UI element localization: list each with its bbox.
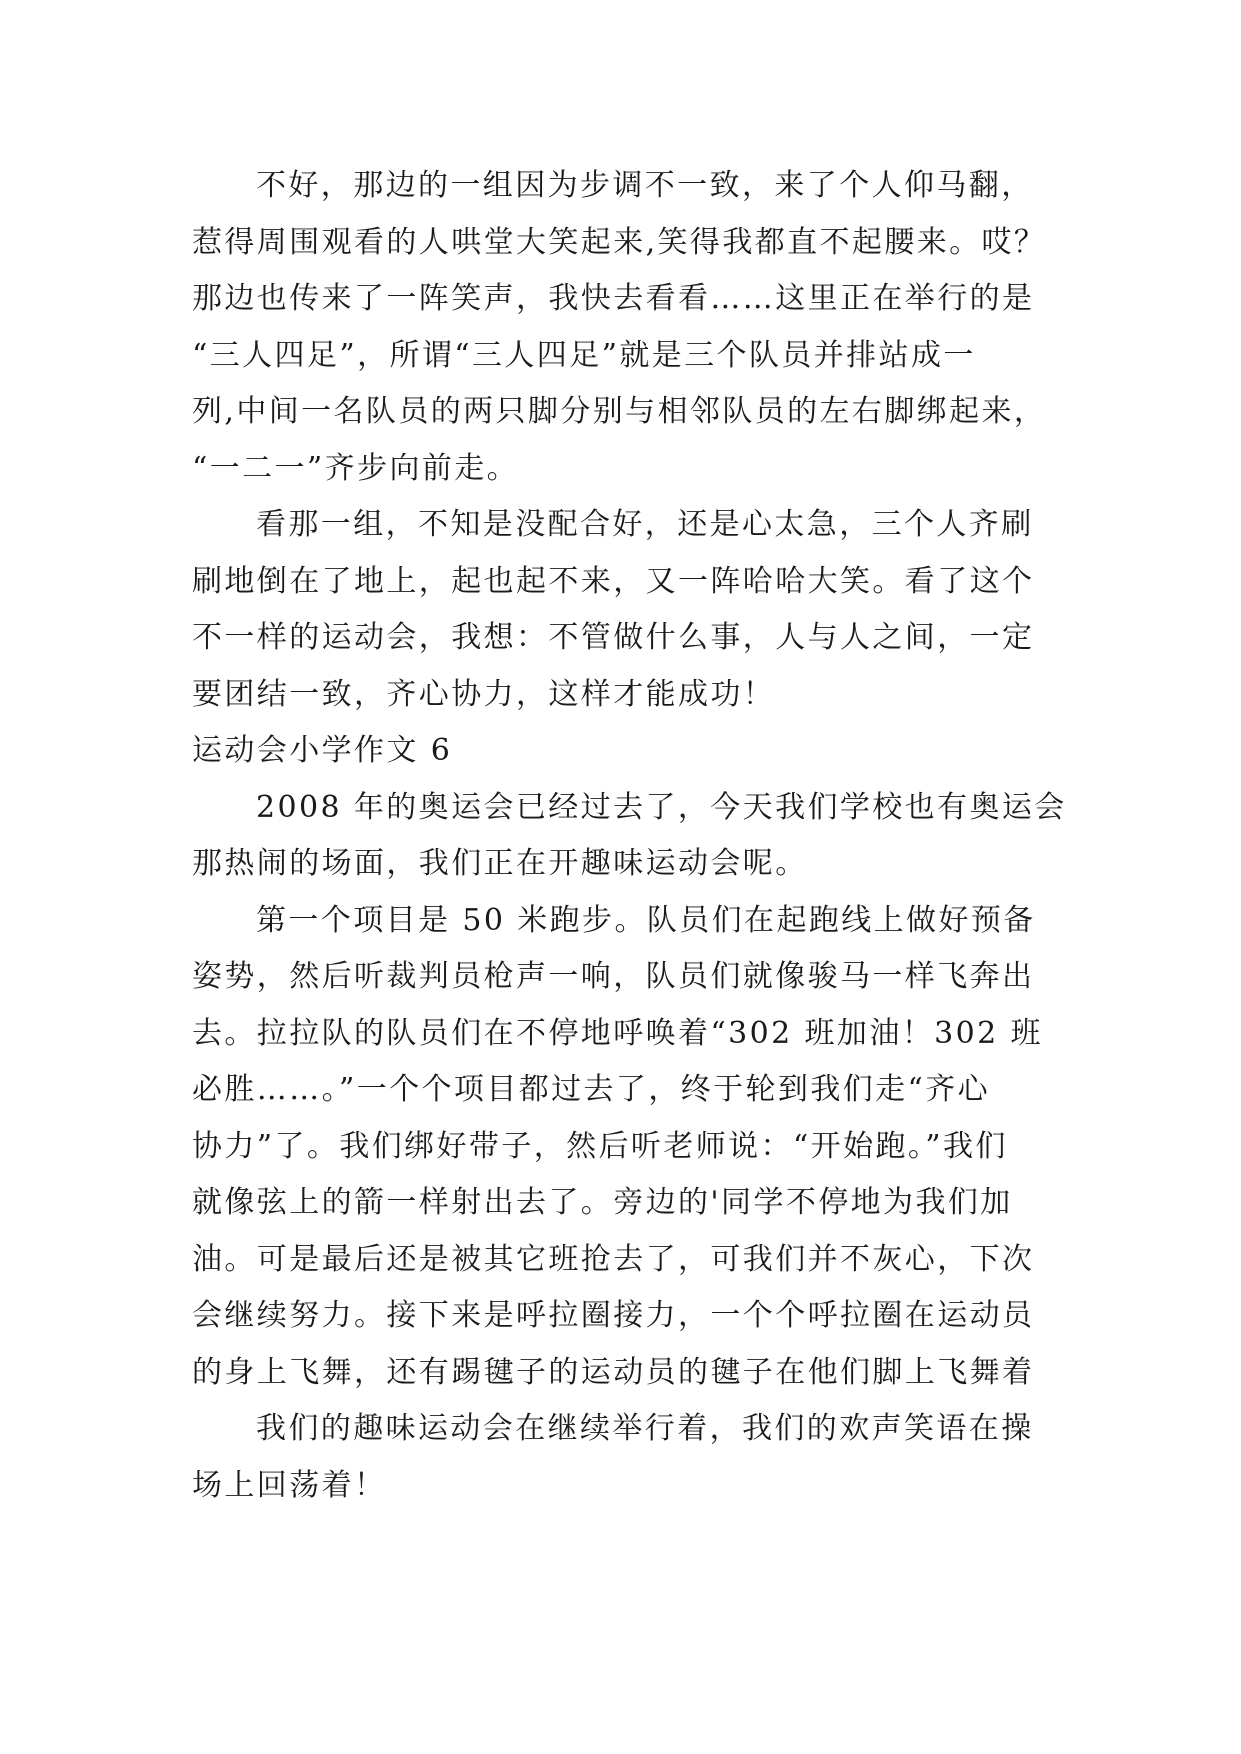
essay-heading: 运动会小学作文 6 bbox=[192, 733, 453, 768]
paragraph-line: 姿势，然后听裁判员枪声一响，队员们就像骏马一样飞奔出 bbox=[192, 959, 1035, 994]
document-body bbox=[192, 158, 1067, 1514]
paragraph-closing bbox=[192, 1401, 1062, 1514]
paragraph-line: 不好，那边的一组因为步调不一致，来了个人仰马翻， bbox=[256, 168, 1034, 203]
paragraph-teamwork-conclusion bbox=[192, 497, 1062, 723]
paragraph-line: 协力”了。我们绑好带子，然后听老师说：“开始跑。”我们 bbox=[192, 1128, 1008, 1164]
paragraph-line: 要团结一致，齐心协力，这样才能成功！ bbox=[192, 676, 776, 712]
paragraph-line: 会继续努力。接下来是呼拉圈接力，一个个呼拉圈在运动员 bbox=[192, 1298, 1035, 1333]
paragraph-line: 必胜……。”一个个项目都过去了，终于轮到我们走“齐心 bbox=[192, 1072, 991, 1107]
paragraph-line: 去。拉拉队的队员们在不停地呼唤着“302 班加油！302 班 bbox=[192, 1015, 1043, 1051]
paragraph-line: 2008 年的奥运会已经过去了，今天我们学校也有奥运会 bbox=[256, 789, 1067, 825]
paragraph-line: “三人四足”，所谓“三人四足”就是三个队员并排站成一 bbox=[192, 337, 976, 373]
paragraph-line: 看那一组，不知是没配合好，还是心太急，三个人齐刷 bbox=[256, 507, 1034, 542]
paragraph-line: 就像弦上的箭一样射出去了。旁边的'同学不停地为我们加 bbox=[192, 1185, 1013, 1220]
paragraph-olympics-intro bbox=[192, 780, 1067, 893]
paragraph-line: 我们的趣味运动会在继续举行着，我们的欢声笑语在操 bbox=[256, 1411, 1034, 1446]
paragraph-line: 惹得周围观看的人哄堂大笑起来,笑得我都直不起腰来。哎？ bbox=[192, 224, 1047, 260]
paragraph-line: “一二一”齐步向前走。 bbox=[192, 450, 520, 486]
paragraph-line: 那热闹的场面，我们正在开趣味运动会呢。 bbox=[192, 846, 808, 881]
paragraph-line: 列,中间一名队员的两只脚分别与相邻队员的左右脚绑起来， bbox=[192, 394, 1047, 429]
paragraph-line: 第一个项目是 50 米跑步。队员们在起跑线上做好预备 bbox=[256, 902, 1036, 938]
paragraph-line: 油。可是最后还是被其它班抢去了，可我们并不灰心，下次 bbox=[192, 1241, 1035, 1277]
paragraph-line: 场上回荡着！ bbox=[192, 1467, 387, 1503]
paragraph-line: 那边也传来了一阵笑声，我快去看看……这里正在举行的是 bbox=[192, 281, 1035, 316]
paragraph-three-legged-race bbox=[192, 158, 1062, 497]
paragraph-line: 的身上飞舞，还有踢毽子的运动员的毽子在他们脚上飞舞着 bbox=[192, 1354, 1035, 1390]
paragraph-events bbox=[192, 893, 1062, 1402]
paragraph-line: 刷地倒在了地上，起也起不来，又一阵哈哈大笑。看了这个 bbox=[192, 563, 1035, 599]
paragraph-line: 不一样的运动会，我想：不管做什么事，人与人之间，一定 bbox=[192, 620, 1035, 655]
